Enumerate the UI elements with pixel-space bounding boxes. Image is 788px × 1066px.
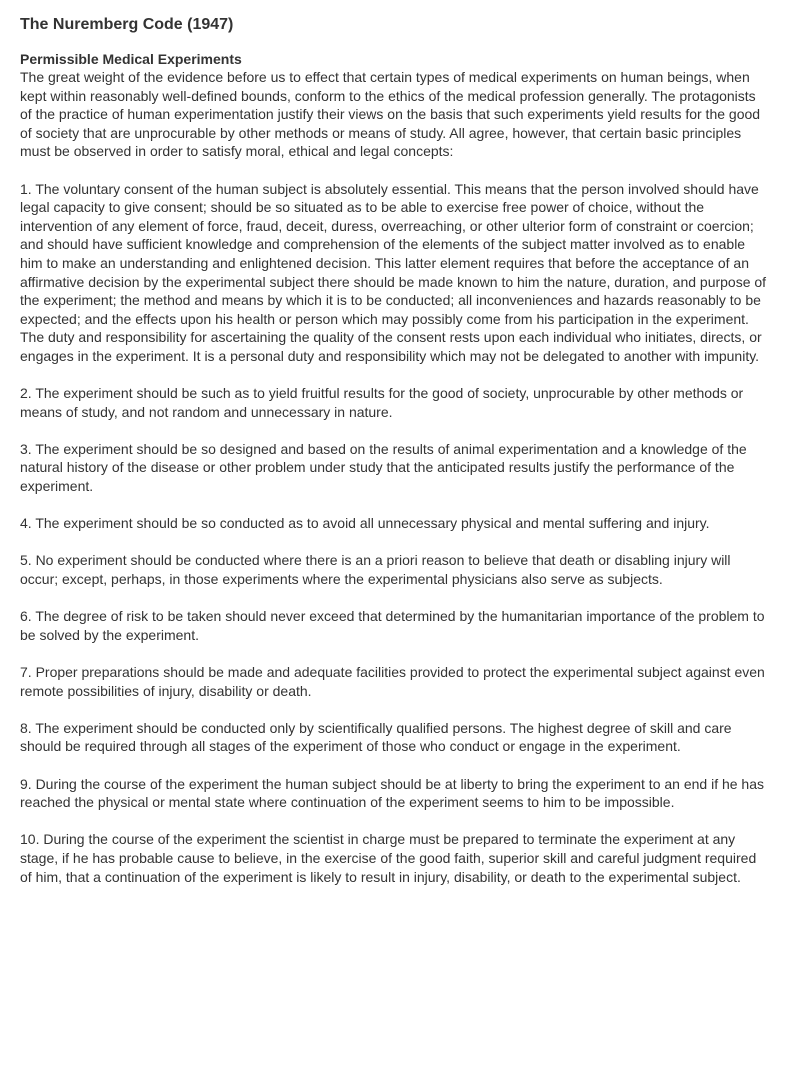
principle-item: 5. No experiment should be conducted where there is an a priori reason to believe that death or disabling injury will occur; except, perhaps, in those experiments where the experimental physicians also serve as subjects. [20, 552, 731, 588]
principle-item: 10. During the course of the experiment the scientist in charge must be prepared to terminate the experiment at any stage, if he has probable cause to believe, in the exercise of the good faith, superior skill and careful judgment required of him, that a continuation of the experiment is likely to result in injury, disability, or death to the experimental subject. [20, 831, 757, 885]
principle-item: 6. The degree of risk to be taken should never exceed that determined by the humanitarian importance of the problem to be solved by the experiment. [20, 608, 765, 643]
principle-item: 7. Proper preparations should be made and adequate facilities provided to protect the experimental subject against even remote possibilities of injury, disability or death. [20, 664, 765, 699]
principle-item: 2. The experiment should be such as to yield fruitful results for the good of society, unprocurable by other methods or means of study, and not random and unnecessary in nature. [20, 385, 744, 420]
principle-item: 9. During the course of the experiment the human subject should be at liberty to bring the experiment to an end if he has reached the physical or mental state where continuation of the experiment seems to him to be impossible. [20, 775, 765, 811]
intro-paragraph: The great weight of the evidence before us to effect that certain types of medical experiments on human beings, when kept within reasonably well-defined bounds, conform to the ethics of the medical profession generally. The protagonists of the practice of human experimentation justify their views on the basis that such experiments yield results for the good of society that are unprocurable by other methods or means of study. All agree, however, that certain basic principles must be observed in order to satisfy moral, ethical and legal concepts: [20, 69, 761, 160]
principle-item: 3. The experiment should be so designed and based on the results of animal experimentation and a knowledge of the natural history of the disease or other problem under study that the anticipated results justify the performance of the experiment. [20, 440, 747, 495]
principles-list [20, 180, 768, 887]
section-heading: Permissible Medical Experiments [20, 51, 242, 67]
principle-item: 8. The experiment should be conducted only by scientifically qualified persons. The highest degree of skill and care should be required through all stages of the experiment of those who conduct or engage in the experiment. [20, 719, 732, 755]
principle-item: 1. The voluntary consent of the human subject is absolutely essential. This means that the person involved should have legal capacity to give consent; should be so situated as to be able to exercise free power of choice, without the intervention of any element of force, fraud, deceit, duress, overreaching, or other ulterior form of constraint or coercion; and should have sufficient knowledge and comprehension of the elements of the subject matter involved as to enable him to make an understanding and enlightened decision. This latter element requires that before the acceptance of an affirmative decision by the experimental subject there should be made known to him the nature, duration, and purpose of the experiment; the method and means by which it is to be conducted; all inconveniences and hazards reasonably to be expected; and the effects upon his health or person which may possibly come from his participation in the experiment. The duty and responsibility for ascertaining the quality of the consent rests upon each individual who initiates, directs, or engages in the experiment. It is a personal duty and responsibility which may not be delegated to another with impunity. [20, 180, 767, 364]
principle-item: 4. The experiment should be so conducted as to avoid all unnecessary physical and mental suffering and injury. [20, 515, 710, 532]
document-title: The Nuremberg Code (1947) [20, 16, 234, 33]
